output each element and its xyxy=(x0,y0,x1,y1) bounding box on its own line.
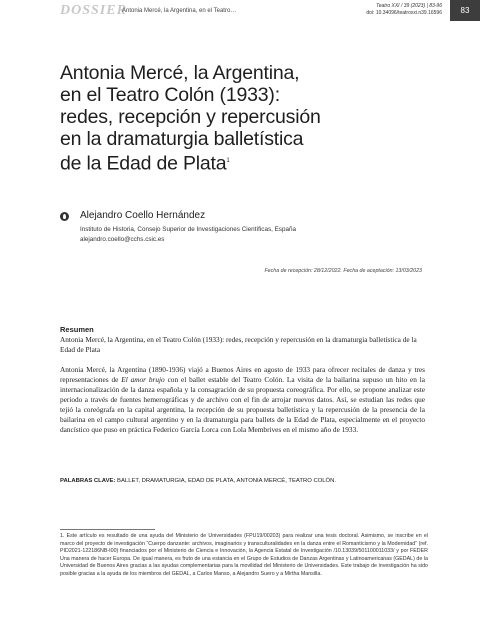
footnote: 1. Este artículo es resultado de una ayuda del Ministerio de Universidades (FPU19/00203) para realizar una tesis doctoral. Asimismo, se inscribe en el marco del proyecto de investigación “Cuerpo danzante: archivos, imaginarios y transculturalidades en la danza entre el Romanticismo y la Modernidad” (ref. PID2021-122186NB-I00) financiados por el Ministerio de Ciencia e Innovación, la Agencia Estatal de Investigación /10.13039/501100011033/ y por FEDER Una manera de hacer Europa. De igual manera, es fruto de una estancia en el Grupo de Estudios de Danzas Argentinas y Latinoamericanas (GEDAL) de la Universidad de Buenos Aires gracias a las ayudas complementarias para la movilidad del Ministerio de Universidades. Este trabajo de investigación ha sido posible gracias a la ayuda de los miembros del GEDAL, a Carlos Manso, a Alejandro Suero y a Mirtha Mansilla. xyxy=(60,533,428,577)
abstract-text: Antonia Mercé, la Argentina (1890-1936) viajó a Buenos Aires en agosto de 1933 para ofrecer recitales de danza y tres representaciones de xyxy=(60,365,425,384)
author-email[interactable]: alejandro.coello@cchs.csic.es xyxy=(80,236,165,243)
orcid-icon[interactable] xyxy=(60,212,69,221)
abstract-body xyxy=(60,365,425,435)
title-line: en el Teatro Colón (1933): xyxy=(60,84,280,106)
title-line: Antonia Mercé, la Argentina, xyxy=(60,62,300,84)
running-title: Antonia Mercé, la Argentina, en el Teatro… xyxy=(122,8,237,14)
title-line: de la Edad de Plata xyxy=(60,152,227,175)
page-number: 83 xyxy=(450,0,480,21)
section-label: DOSSIER xyxy=(60,3,127,18)
abstract-text: con el ballet estable del Teatro Colón. La visita de la bailarina supuso un hito en la internacionalización de la danza española y la consagración de su propuesta coreográfica. Por ello, se propone analizar este periodo a través de fuentes hemerográficas y de archivo con el fin de arrojar nuevos datos. Así, se estudian las redes que tejió la coreógrafa en la capital argentina, la recepción de su propuesta balletística y la repercusión de la presencia de la bailarina en el campo cultural argentino y en la dramaturgia para ballets de la Edad de Plata, especialmente en el proyecto dancístico que puso en práctica Federico García Lorca con Lola Membrives en el mismo año de 1933. xyxy=(60,375,426,434)
title-line: redes, recepción y repercusión xyxy=(60,106,321,128)
doi[interactable]: doi: 10.34096/teatroxxi.n39.16596 xyxy=(366,10,442,16)
journal-citation xyxy=(366,3,442,17)
author-name: Alejandro Coello Hernández xyxy=(80,210,206,221)
keywords xyxy=(60,477,430,486)
abstract-title-repeat: Antonia Mercé, la Argentina, en el Teatro Colón (1933): redes, recepción y repercusión en la dramaturgia balletística de la Edad de Plata xyxy=(60,335,417,354)
keywords-label: PALABRAS CLAVE: xyxy=(60,478,116,484)
keywords-list: BALLET, DRAMATURGIA, EDAD DE PLATA, ANTONIA MERCÉ, TEATRO COLÓN. xyxy=(115,478,337,484)
article-title xyxy=(60,62,380,175)
abstract-heading: Resumen xyxy=(60,325,94,334)
submission-dates: Fecha de recepción: 28/12/2022. Fecha de aceptación: 13/03/2023 xyxy=(264,268,422,274)
abstract-work-title: El amor brujo xyxy=(121,375,165,384)
journal-issue: Teatro XXI / 39 (2023) | 83-96 xyxy=(376,3,442,9)
author-affiliation: Instituto de Historia, Consejo Superior de Investigaciones Científicas, España xyxy=(80,226,296,233)
title-line: en la dramaturgia balletística xyxy=(60,128,304,150)
footnote-divider xyxy=(60,529,155,530)
title-footnote-mark[interactable]: 1 xyxy=(226,158,230,164)
